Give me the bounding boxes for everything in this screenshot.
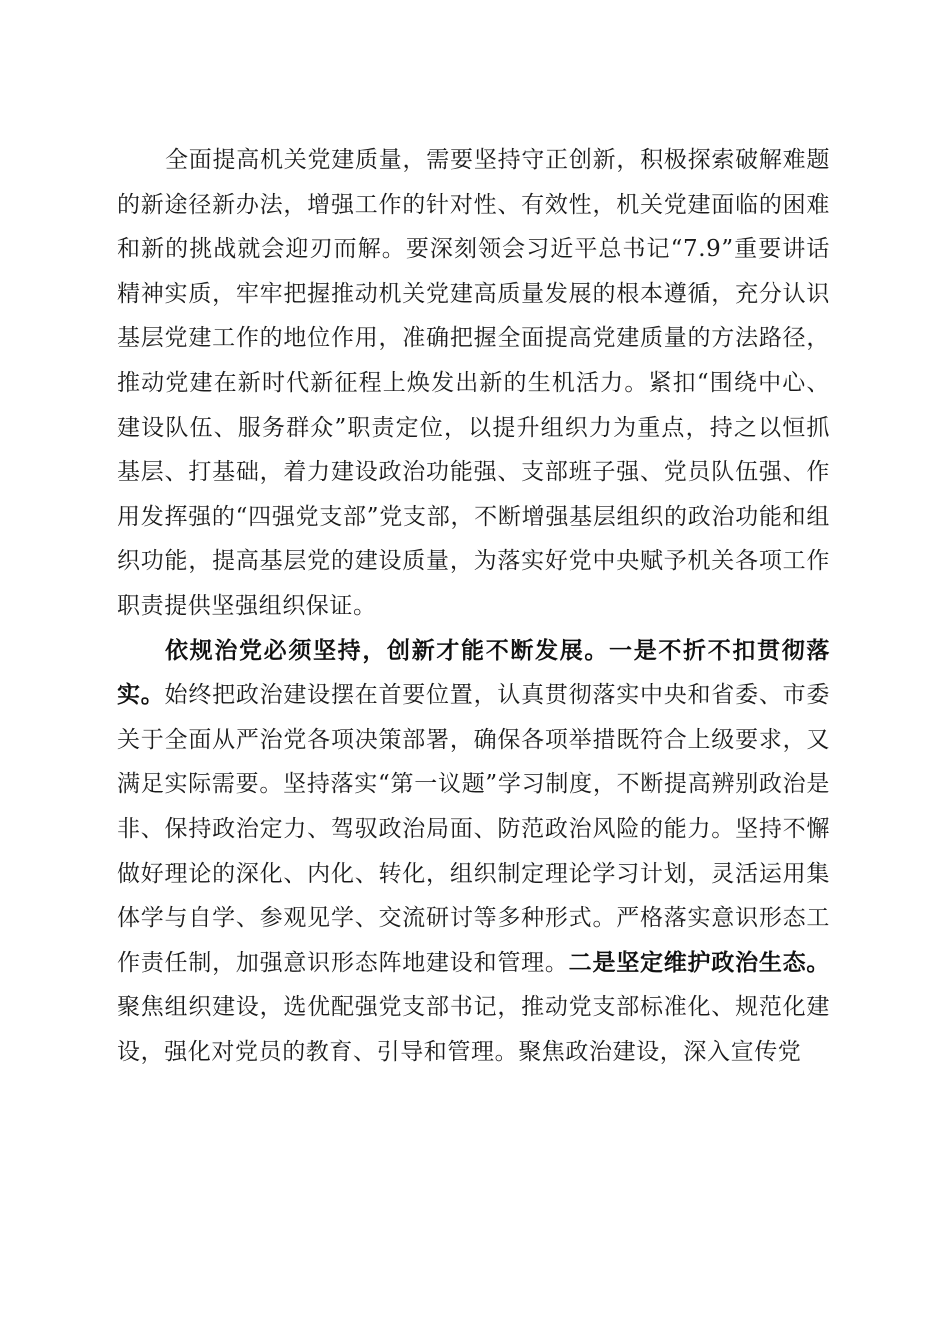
paragraph-1-text: 全面提高机关党建质量，需要坚持守正创新，积极探索破解难题的新途径新办法，增强工作的针对性、有效性，机关党建面临的困难和新的挑战就会迎刃而解。要深刻领会习近平总书记“7.9”重要讲话精神实质，牢牢把握推动机关党建高质量发展的根本遵循，充分认识基层党建工作的地位作用，准确把握全面提高党建质量的方法路径，推动党建在新时代新征程上焕发出新的生机活力。紧扣“围绕中心、建设队伍、服务群众”职责定位，以提升组织力为重点，持之以恒抓基层、打基础，着力建设政治功能强、支部班子强、党员队伍强、作用发挥强的“四强党支部”党支部，不断增强基层组织的政治功能和组织功能，提高基层党的建设质量，为落实好党中央赋予机关各项工作职责提供坚强组织保证。 xyxy=(117,147,830,619)
paragraph-2-text-continued: 聚焦组织建设，选优配强党支部书记，推动党支部标准化、规范化建设，强化对党员的教育、引导和管理。聚焦政治建设，深入宣传党 xyxy=(117,994,830,1065)
paragraph-2-subheading: 二是坚定维护政治生态。 xyxy=(568,948,830,976)
paragraph-2 xyxy=(117,629,830,1075)
paragraph-2-text: 始终把政治建设摆在首要位置，认真贯彻落实中央和省委、市委关于全面从严治党各项决策部署，确保各项举措既符合上级要求，又满足实际需要。坚持落实“第一议题”学习制度，不断提高辨别政治是非、保持政治定力、驾驭政治局面、防范政治风险的能力。坚持不懈做好理论的深化、内化、转化，组织制定理论学习计划，灵活运用集体学与自学、参观见学、交流研讨等多种形式。严格落实意识形态工作责任制，加强意识形态阵地建设和管理。 xyxy=(117,682,830,976)
document-body xyxy=(117,138,830,1074)
paragraph-1 xyxy=(117,138,830,629)
paragraph-2-heading: 依规治党必须坚持，创新才能不断发展。一是不折不扣贯彻落实。 xyxy=(117,636,830,709)
